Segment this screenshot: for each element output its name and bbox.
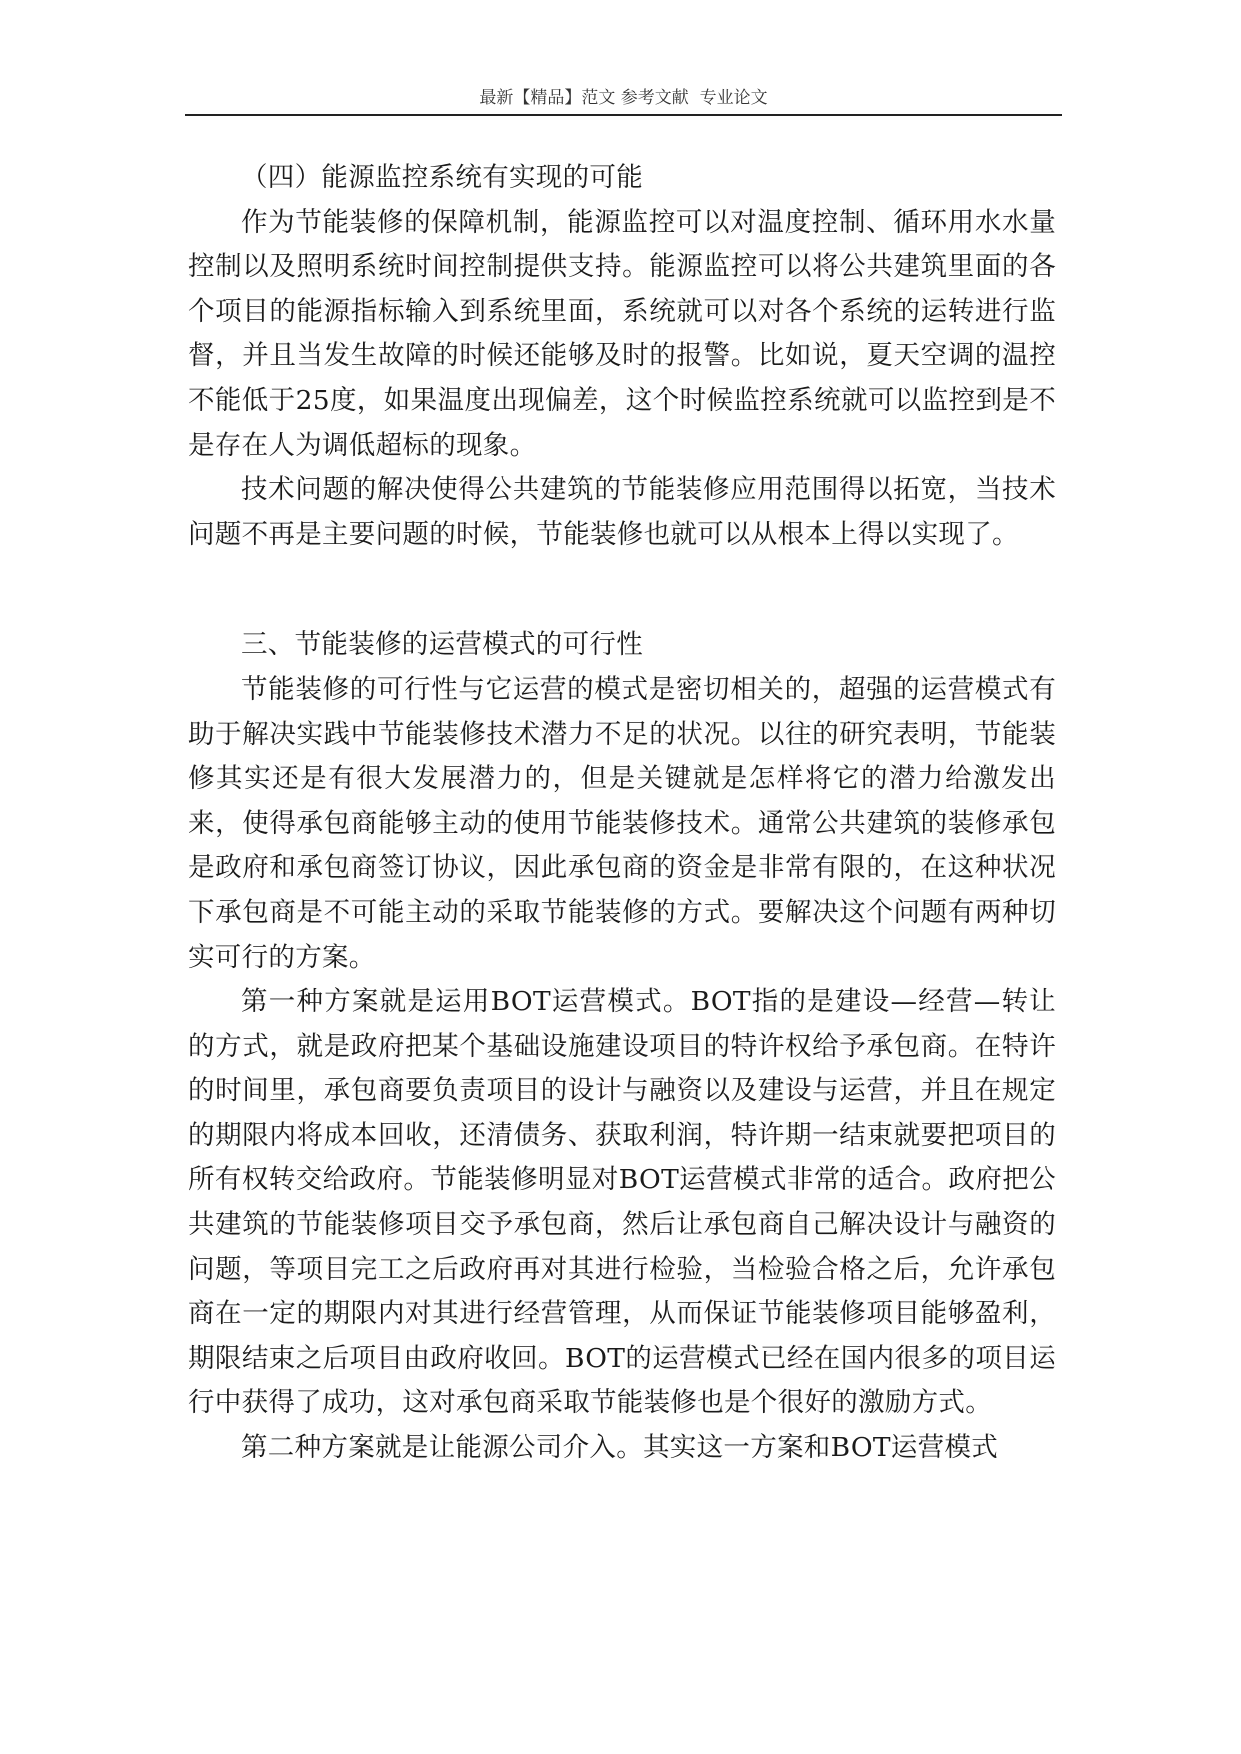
section-heading-operation-mode: 三、节能装修的运营模式的可行性 — [241, 629, 643, 661]
paragraph-technical-issues: 技术问题的解决使得公共建筑的节能装修应用范围得以拓宽，当技术问题不再是主要问题的时候，节能装修也就可以从根本上得以实现了。 — [188, 474, 1056, 550]
paragraph-bot-mode: 第一种方案就是运用BOT运营模式。BOT指的是建设—经营—转让的方式，就是政府把某个基础设施建设项目的特许权给予承包商。在特许的时间里，承包商要负责项目的设计与融资以及建设与运营，并且在规定的期限内将成本回收，还清债务、获取利润，特许期一结束就要把项目的所有权转交给政府。节能装修明显对BOT运营模式非常的适合。政府把公共建筑的节能装修项目交予承包商，然后让承包商自己解决设计与融资的问题，等项目完工之后政府再对其进行检验，当检验合格之后，允许承包商在一定的期限内对其进行经营管理，从而保证节能装修项目能够盈利，期限结束之后项目由政府收回。BOT的运营模式已经在国内很多的项目运行中获得了成功，这对承包商采取节能装修也是个很好的激励方式。 — [188, 986, 1056, 1419]
section-spacer — [188, 557, 1056, 623]
section-heading-energy-monitoring: （四）能源监控系统有实现的可能 — [241, 162, 643, 193]
page-header: 最新【精品】范文 参考文献 专业论文 — [185, 86, 1062, 116]
paragraph-energy-company: 第二种方案就是让能源公司介入。其实这一方案和BOT运营模式 — [241, 1432, 999, 1464]
paragraph-energy-monitoring: 作为节能装修的保障机制，能源监控可以对温度控制、循环用水水量控制以及照明系统时间控制提供支持。能源监控可以将公共建筑里面的各个项目的能源指标输入到系统里面，系统就可以对各个系统的运转进行监督，并且当发生故障的时候还能够及时的报警。比如说，夏天空调的温控不能低于25度，如果温度出现偏差，这个时候监控系统就可以监控到是不是存在人为调低超标的现象。 — [188, 206, 1056, 461]
paragraph-operation-feasibility: 节能装修的可行性与它运营的模式是密切相关的，超强的运营模式有助于解决实践中节能装修技术潜力不足的状况。以往的研究表明，节能装修其实还是有很大发展潜力的，但是关键就是怎样将它的潜力给激发出来，使得承包商能够主动的使用节能装修技术。通常公共建筑的装修承包是政府和承包商签订协议，因此承包商的资金是非常有限的，在这种状况下承包商是不可能主动的采取节能装修的方式。要解决这个问题有两种切实可行的方案。 — [188, 673, 1056, 973]
document-body — [188, 156, 1056, 1471]
